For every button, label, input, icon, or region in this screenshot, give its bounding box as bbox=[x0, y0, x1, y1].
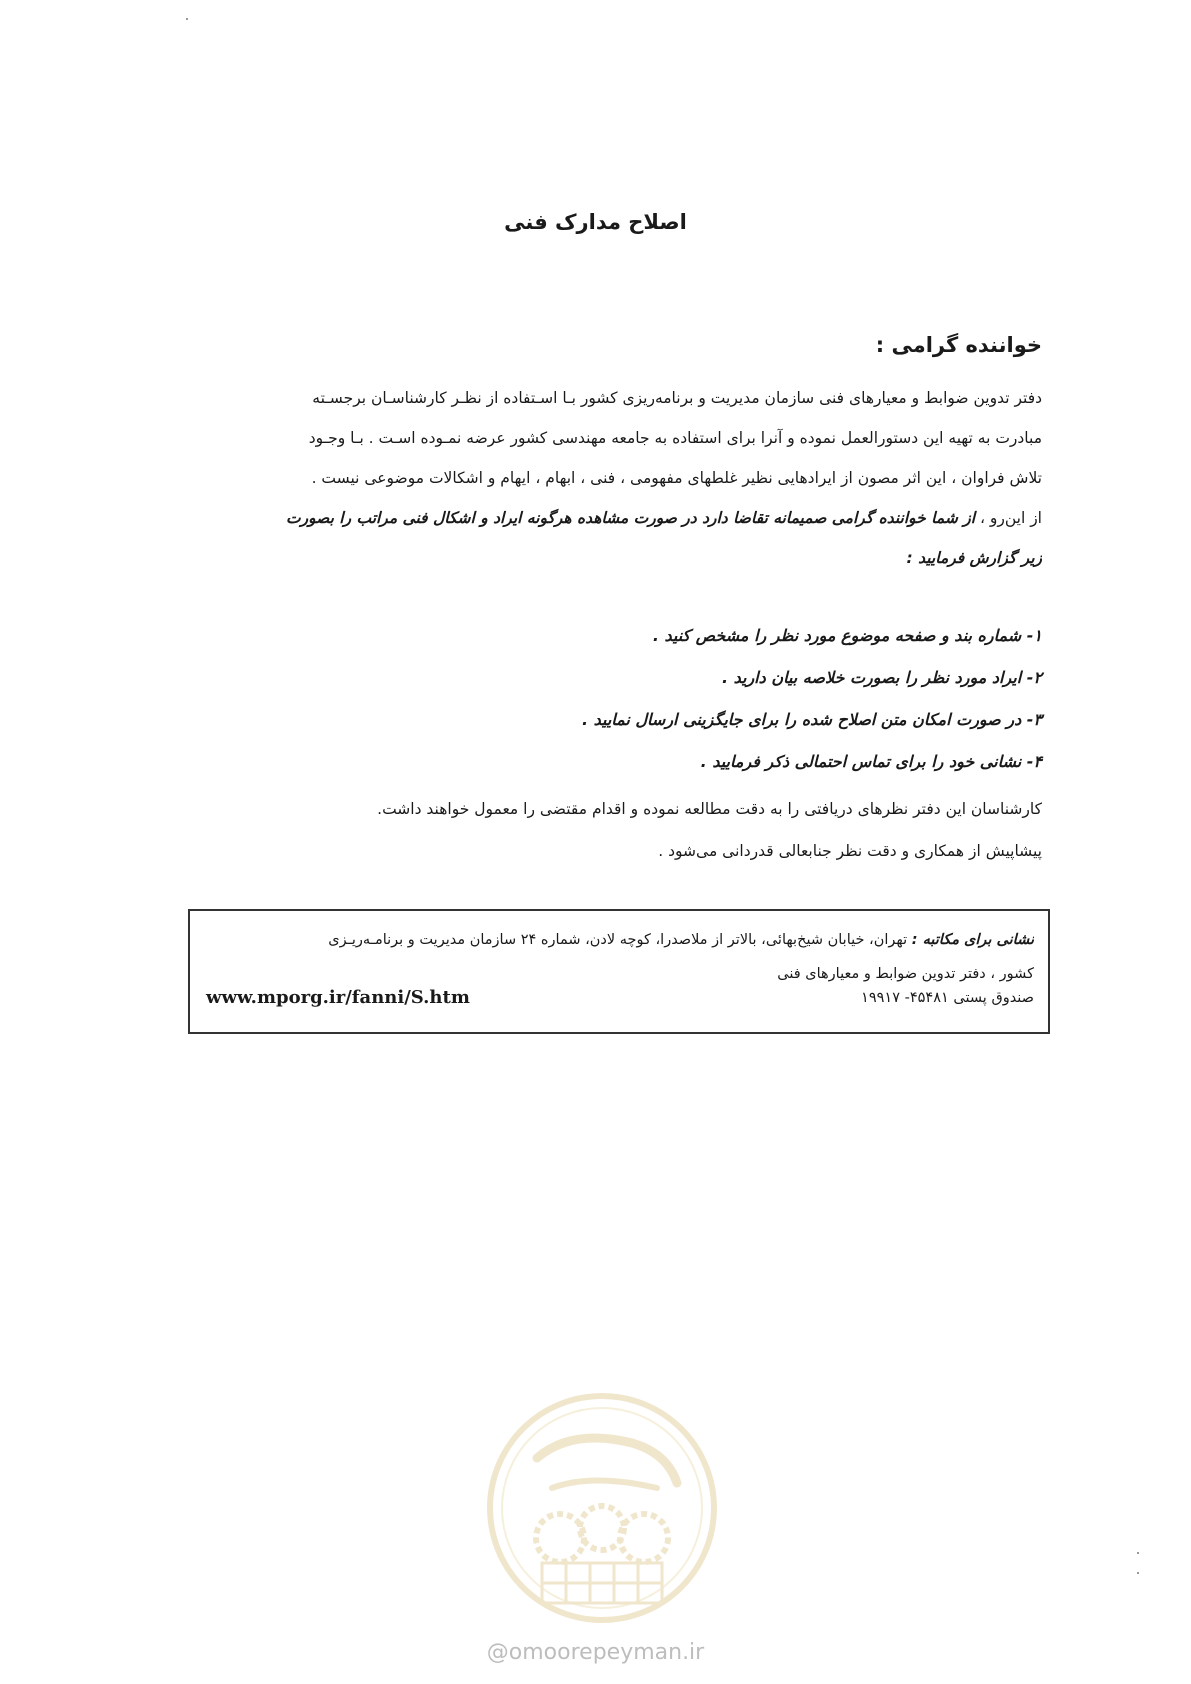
list-item: ۲- ایراد مورد نظر را بصورت خلاصه بیان دارید . bbox=[721, 668, 1042, 687]
body-line: مبادرت به تهیه این دستورالعمل نموده و آنرا برای استفاده به جامعه مهندسی کشور عرضه نمـوده اسـت . بـا وجـود bbox=[308, 429, 1042, 447]
scan-mark bbox=[186, 18, 188, 20]
postal-box: صندوق پستی ۴۵۴۸۱- ۱۹۹۱۷ bbox=[861, 990, 1034, 1006]
body-line: تلاش فراوان ، این اثر مصون از ایرادهایی نظیر غلطهای مفهومی ، فنی ، ابهام ، ایهام و اشکالات موضوعی نیست . bbox=[311, 469, 1042, 487]
closing-line: پیشاپیش از همکاری و دقت نظر جنابعالی قدردانی می‌شود . bbox=[658, 842, 1042, 860]
website-link[interactable]: www.mporg.ir/fanni/S.htm bbox=[206, 987, 470, 1008]
page-title: اصلاح مدارک فنی bbox=[504, 210, 687, 234]
closing-paragraph bbox=[178, 788, 1042, 872]
body-line: دفتر تدوین ضوابط و معیارهای فنی سازمان مدیریت و برنامه‌ریزی کشور بـا اسـتفاده از نظـر کارشناسـان برجسـته bbox=[312, 389, 1042, 407]
list-item: ۱- شماره بند و صفحه موضوع مورد نظر را مشخص کنید . bbox=[652, 626, 1042, 645]
scan-mark bbox=[1137, 1572, 1139, 1574]
scan-mark bbox=[1137, 1552, 1139, 1554]
request-prefix: از این‌رو ، bbox=[979, 509, 1042, 527]
address-text: تهران، خیابان شیخ‌بهائی، بالاتر از ملاصدرا، کوچه لادن، شماره ۲۴ سازمان مدیریت و برنامـه‌ریـزی bbox=[328, 932, 908, 948]
closing-line: کارشناسان این دفتر نظرهای دریافتی را به دقت مطالعه نموده و اقدام مقتضی را معمول خواهند داشت. bbox=[377, 800, 1042, 818]
list-item: ۴- نشانی خود را برای تماس احتمالی ذکر فرمایید . bbox=[700, 752, 1042, 771]
watermark-seal-icon bbox=[482, 1388, 722, 1628]
intro-paragraph bbox=[178, 378, 1042, 578]
address-box bbox=[188, 909, 1050, 1034]
request-text: از شما خواننده گرامی صمیمانه تقاضا دارد در صورت مشاهده هرگونه ایراد و اشکال فنی مراتب را بصورت bbox=[286, 509, 976, 527]
instruction-list bbox=[178, 615, 1042, 783]
request-line-2: زیر گزارش فرمایید : bbox=[906, 549, 1042, 567]
watermark-site: @omoorepeyman.ir bbox=[486, 1640, 705, 1665]
address-label: نشانی برای مکاتبه : bbox=[911, 932, 1034, 948]
address-line-1 bbox=[204, 923, 1034, 957]
list-item: ۳- در صورت امکان متن اصلاح شده را برای جایگزینی ارسال نمایید . bbox=[581, 710, 1042, 729]
address-block bbox=[204, 923, 1034, 991]
salutation: خواننده گرامی : bbox=[875, 333, 1042, 357]
address-line-2: کشور ، دفتر تدوین ضوابط و معیارهای فنی bbox=[777, 966, 1034, 982]
request-line bbox=[178, 498, 1042, 538]
